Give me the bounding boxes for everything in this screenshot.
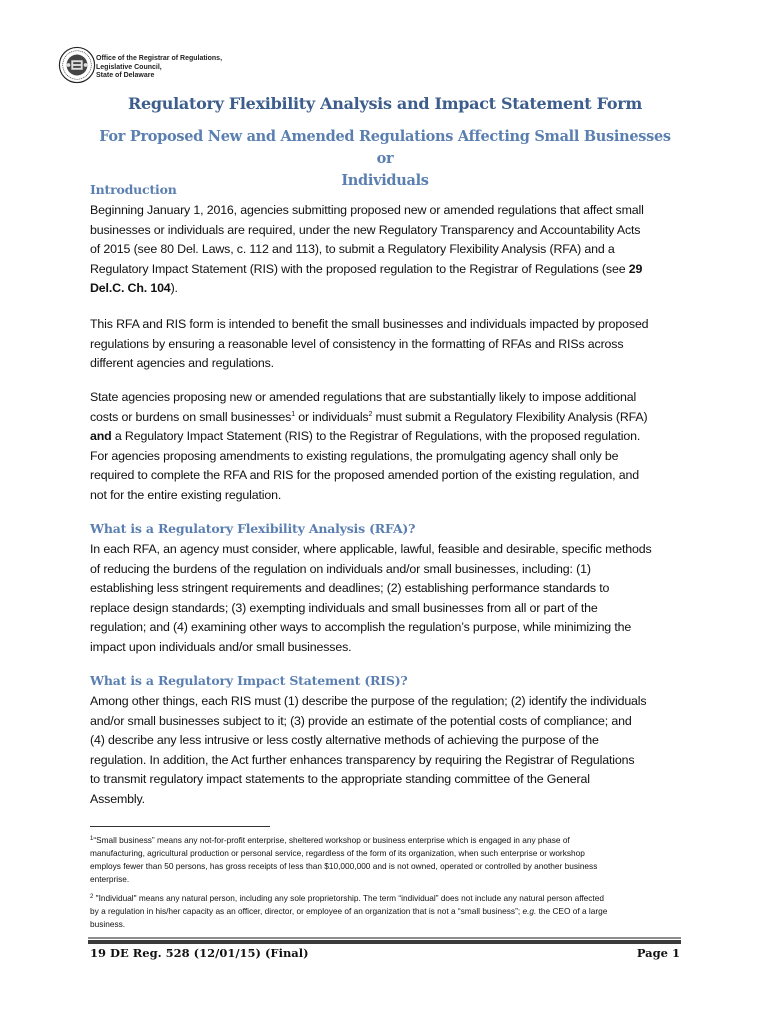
text-line: manufacturing, agricultural production or personal service, regardless of the form of its organization, when such enterprise or workshop (90, 848, 585, 858)
footnote-mark: 1 (90, 836, 94, 842)
footnote-ref-2[interactable]: 2 (368, 410, 373, 418)
text-line (90, 834, 690, 847)
text-line: (4) describe any less intrusive or less costly alternative methods of achieving the purpose of the (90, 733, 599, 748)
text-segment: "Individual" means any natural person, including any sole proprietorship. The term “individual” does not include any natural person affected (93, 893, 604, 903)
text-line: business. (90, 919, 126, 929)
text-segment: must submit a Regulatory Flexibility Analysis (RFA) (372, 409, 648, 424)
footnote-mark: 2 (90, 894, 94, 900)
text-line (90, 892, 690, 905)
ris-heading: What is a Regulatory Impact Statement (RIS)? (90, 673, 408, 688)
footnote-separator (90, 826, 270, 827)
text-line: regulations by ensuring a reasonable level of consistency in the formatting of RFAs and RISs across (90, 336, 624, 351)
emphasis-and: and (90, 429, 112, 444)
text-line: to transmit regulatory impact statements to the appropriate standing committee of the General (90, 772, 590, 787)
text-segment: by a regulation in his/her capacity as an officer, director, or employee of an organization that is not a “small business”; (90, 906, 523, 916)
footnote-2 (90, 892, 690, 931)
text-line (90, 260, 690, 280)
text-segment: “Small business” means any not-for-profit enterprise, sheltered workshop or business enterprise which is engaged in any phase of (93, 835, 570, 845)
text-line: enterprise. (90, 874, 130, 884)
footnote-ref-1[interactable]: 1 (291, 410, 295, 418)
form-subtitle (90, 126, 680, 192)
delaware-seal-icon (58, 46, 96, 84)
text-segment: ). (170, 281, 178, 296)
text-line: of reducing the burdens of the regulation on individuals and/or small businesses, including: (1) (90, 561, 591, 576)
introduction-paragraph-3 (90, 388, 690, 506)
page-number: Page 1 (636, 946, 680, 960)
footnote-1 (90, 834, 690, 886)
text-segment: a Regulatory Impact Statement (RIS) to the Registrar of Regulations, with the proposed regulation. (111, 429, 641, 444)
rfa-paragraph (90, 540, 690, 658)
text-segment: the CEO of a large (536, 906, 608, 916)
letterhead (58, 46, 318, 90)
ris-paragraph (90, 692, 690, 810)
text-line: In each RFA, an agency must consider, where applicable, lawful, feasible and desirable, specific methods (90, 542, 652, 556)
text-segment: Regulatory Impact Statement (RIS) with the proposed regulation to the Registrar of Regulations (see (90, 261, 626, 276)
citation-title: 29 (628, 261, 643, 276)
form-title: Regulatory Flexibility Analysis and Impact Statement Form (128, 94, 642, 113)
text-line: not for the entire existing regulation. (90, 487, 282, 502)
introduction-paragraph-2 (90, 315, 690, 374)
text-line: different agencies and regulations. (90, 356, 274, 371)
text-line: replace design standards; (3) exempting individuals and small businesses from all or part of the (90, 600, 598, 615)
footer-rule-thin (88, 937, 681, 939)
text-line (90, 427, 690, 447)
text-line (90, 279, 690, 299)
text-line: State agencies proposing new or amended regulations that are substantially likely to impose additional (90, 390, 637, 404)
citation-code: Del.C (90, 281, 121, 296)
text-line: of 2015 (see 80 Del. Laws, c. 112 and 113), to submit a Regulatory Flexibility Analysis (RFA) and a (90, 242, 615, 257)
subtitle-line: Individuals (341, 172, 429, 189)
footer-rule-thick (88, 940, 681, 944)
text-line: establishing less stringent requirements and deadlines; (2) establishing performance standards to (90, 581, 610, 596)
text-line: businesses or individuals are required, under the new Regulatory Transparency and Accountability Acts (90, 222, 641, 237)
introduction-paragraph-1 (90, 201, 690, 299)
office-name (96, 55, 222, 81)
text-segment-italic: e.g. (522, 906, 537, 916)
text-line: Among other things, each RIS must (1) describe the purpose of the regulation; (2) identify the individuals (90, 694, 647, 708)
text-line (90, 408, 690, 428)
text-line: impact upon individuals and/or small businesses. (90, 639, 352, 654)
citation-chapter: . Ch. 104 (120, 281, 171, 296)
office-line: State of Delaware (96, 72, 155, 79)
text-line: This RFA and RIS form is intended to benefit the small businesses and individuals impacted by proposed (90, 317, 649, 331)
introduction-heading: Introduction (90, 182, 177, 197)
text-line (90, 905, 690, 918)
text-line: employs fewer than 50 persons, has gross receipts of less than $10,000,000 and is not owned, operated or controlled by another business (90, 861, 598, 871)
text-line: For agencies proposing amendments to existing regulations, the promulgating agency shall only be (90, 448, 619, 463)
text-segment: costs or burdens on small businesses (90, 409, 292, 424)
office-line: Office of the Registrar of Regulations, (96, 55, 223, 62)
subtitle-line: For Proposed New and Amended Regulations Affecting Small Businesses or (99, 128, 671, 167)
text-segment: or individuals (294, 409, 369, 424)
text-line: Assembly. (90, 791, 145, 806)
footer-citation: 19 DE Reg. 528 (12/01/15) (Final) (90, 946, 309, 960)
text-line: and/or small businesses subject to it; (3) provide an estimate of the potential costs of compliance; and (90, 713, 632, 728)
text-line: Beginning January 1, 2016, agencies submitting proposed new or amended regulations that affect small (90, 203, 644, 217)
text-line: regulation; and (4) examining other ways to accomplish the regulation’s purpose, while minimizing the (90, 620, 632, 635)
rfa-heading: What is a Regulatory Flexibility Analysis (RFA)? (90, 521, 416, 536)
text-line: regulation. In addition, the Act further enhances transparency by requiring the Registrar of Regulations (90, 752, 635, 767)
office-line: Legislative Council, (96, 63, 162, 71)
text-line: required to complete the RFA and RIS for the proposed amended portion of the existing regulation, and (90, 468, 639, 483)
